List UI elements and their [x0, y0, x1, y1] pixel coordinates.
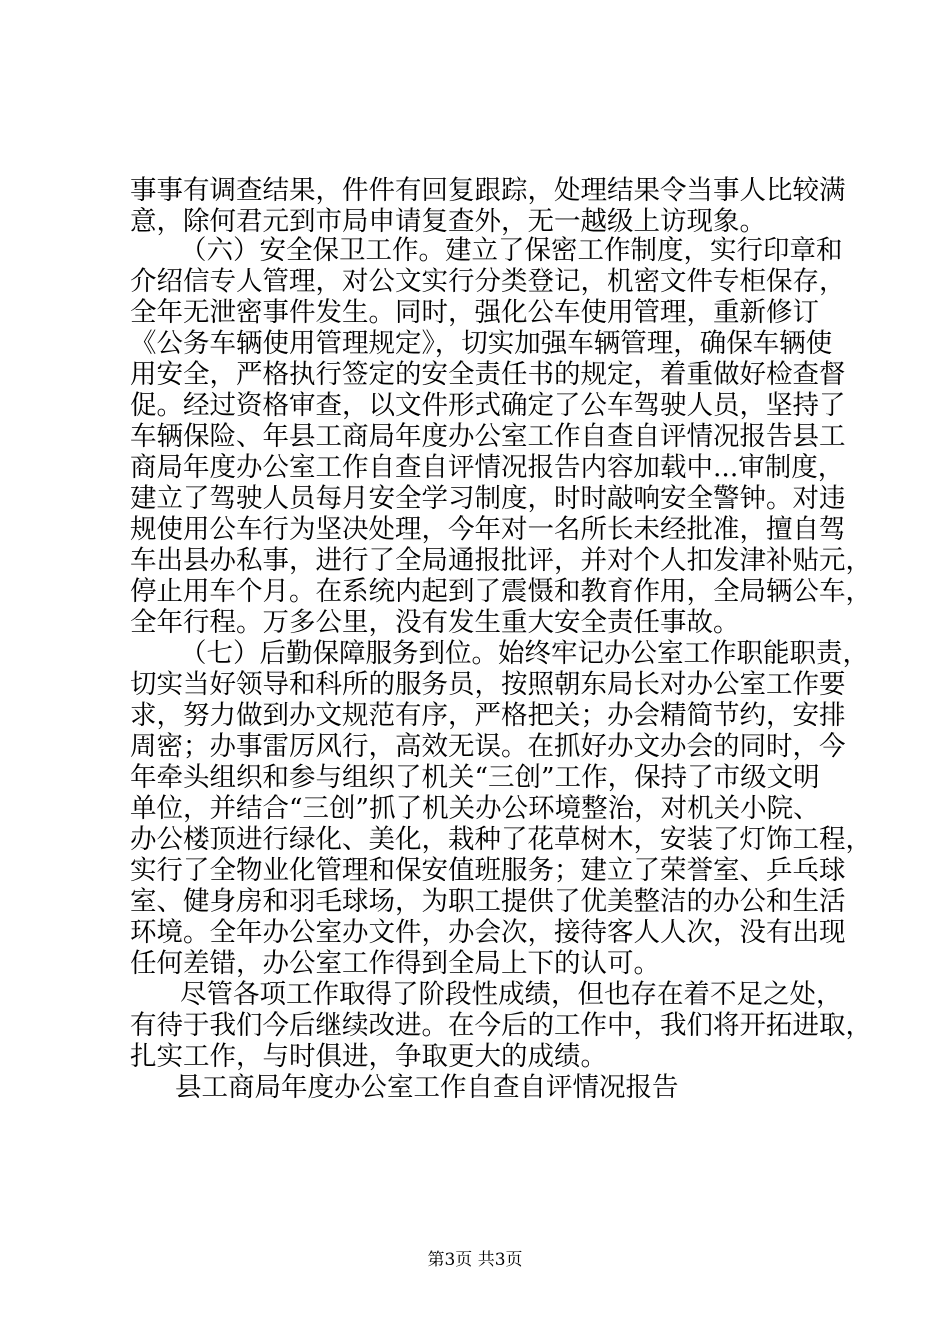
text-line: 求，努力做到办文规范有序，严格把关；办会精简节约，安排 — [130, 700, 846, 731]
text-line: 促。经过资格审查，以文件形式确定了公车驾驶人员，坚持了 — [130, 390, 846, 421]
text-line: 停止用车个月。在系统内起到了震慑和教育作用，全局辆公车， — [130, 576, 872, 607]
text-line: 用安全，严格执行签定的安全责任书的规定，着重做好检查督 — [130, 359, 846, 390]
text-line: 室、健身房和羽毛球场，为职工提供了优美整洁的办公和生活 — [130, 886, 846, 917]
text-line: 《公务车辆使用管理规定》，切实加强车辆管理，确保车辆使 — [130, 328, 833, 359]
closing-paragraph-line: 尽管各项工作取得了阶段性成绩，但也存在着不足之处， — [180, 979, 843, 1010]
text-line: 全年行程。万多公里，没有发生重大安全责任事故。 — [130, 607, 740, 638]
text-line: 车出县办私事，进行了全局通报批评，并对个人扣发津补贴元， — [130, 545, 872, 576]
text-line: 车辆保险、年县工商局年度办公室工作自查自评情况报告县工 — [130, 421, 846, 452]
paragraph-six-heading-line: （六）安全保卫工作。建立了保密工作制度，实行印章和 — [180, 235, 843, 266]
text-line: 全年无泄密事件发生。同时，强化公车使用管理，重新修订 — [130, 297, 819, 328]
paragraph-seven-heading-line: （七）后勤保障服务到位。始终牢记办公室工作职能职责， — [180, 638, 869, 669]
text-line: 扎实工作，与时俱进，争取更大的成绩。 — [130, 1041, 607, 1072]
text-line: 单位，并结合“三创”抓了机关办公环境整治，对机关小院、 — [130, 793, 820, 824]
text-line: 事事有调查结果，件件有回复跟踪，处理结果令当事人比较满 — [130, 175, 846, 206]
text-line: 商局年度办公室工作自查自评情况报告内容加载中...审制度， — [130, 452, 845, 483]
text-line: 规使用公车行为坚决处理，今年对一名所长未经批准，擅自驾 — [130, 514, 846, 545]
text-line: 实行了全物业化管理和保安值班服务；建立了荣誉室、乒乓球 — [130, 855, 846, 886]
text-line: 年牵头组织和参与组织了机关“三创”工作，保持了市级文明 — [130, 762, 820, 793]
text-line: 办公楼顶进行绿化、美化，栽种了花草树木，安装了灯饰工程， — [130, 824, 872, 855]
text-line: 切实当好领导和科所的服务员，按照朝东局长对办公室工作要 — [130, 669, 846, 700]
text-line: 周密；办事雷厉风行，高效无误。在抓好办文办会的同时，今 — [130, 731, 846, 762]
page-number-footer: 第3页 共3页 — [427, 1250, 523, 1270]
text-line: 建立了驾驶人员每月安全学习制度，时时敲响安全警钟。对违 — [130, 483, 846, 514]
document-title-line: 县工商局年度办公室工作自查自评情况报告 — [175, 1072, 679, 1103]
text-line: 介绍信专人管理，对公文实行分类登记，机密文件专柜保存， — [130, 266, 846, 297]
text-line: 任何差错，办公室工作得到全局上下的认可。 — [130, 948, 660, 979]
text-line: 有待于我们今后继续改进。在今后的工作中，我们将开拓进取， — [130, 1010, 872, 1041]
text-line: 环境。全年办公室办文件，办会次，接待客人人次，没有出现 — [130, 917, 846, 948]
text-line: 意，除何君元到市局申请复查外，无一越级上访现象。 — [130, 206, 766, 237]
